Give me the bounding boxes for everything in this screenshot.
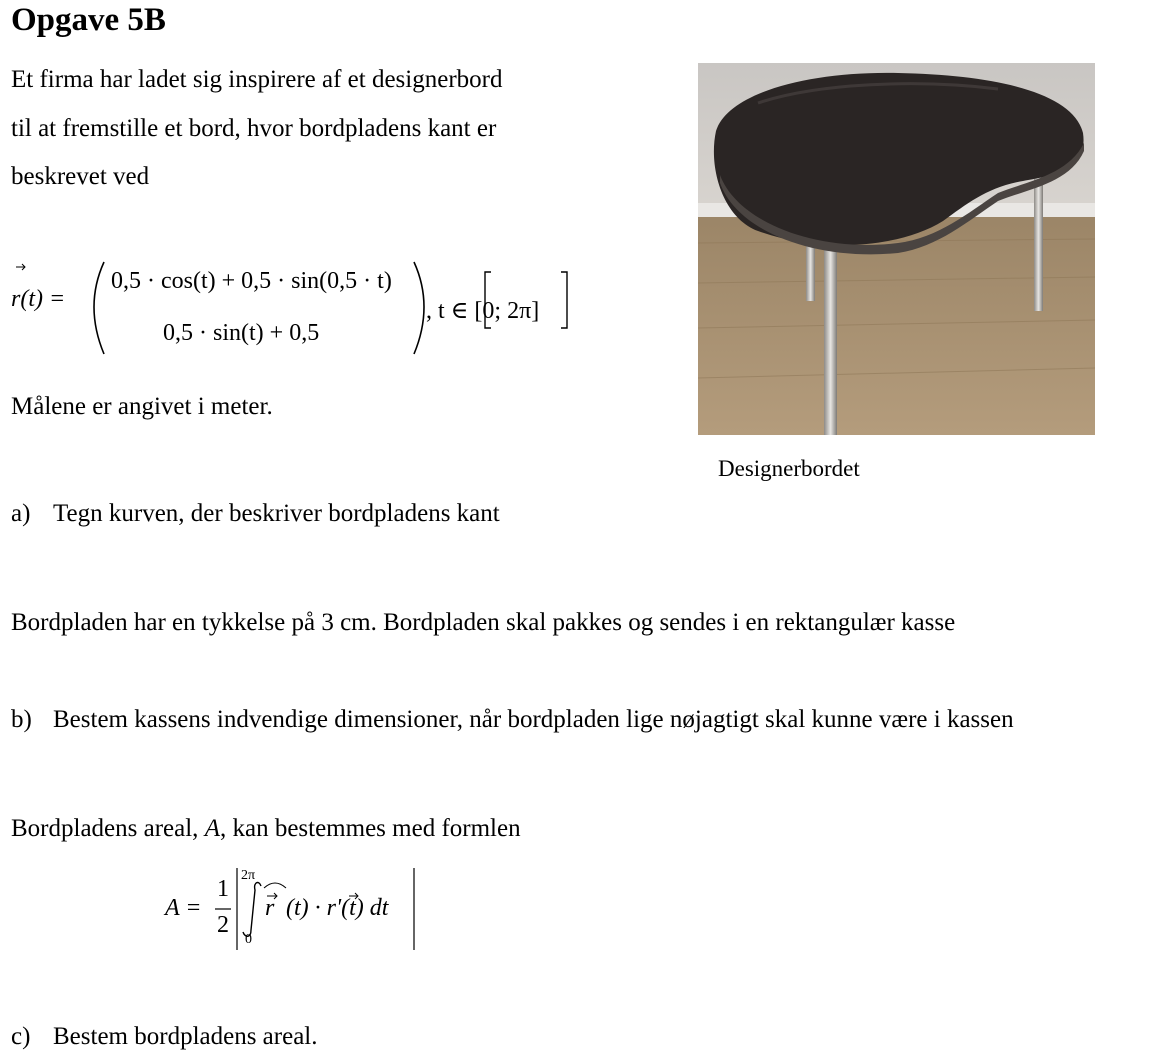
area-intro-before: Bordpladens areal,: [11, 815, 205, 842]
question-a: [11, 500, 500, 528]
area-r-hat: r: [265, 895, 275, 921]
intro-line-3: beskrevet ved: [11, 163, 150, 190]
area-intro-var: A: [204, 815, 220, 842]
vector-row-1: 0,5 · cos(t) + 0,5 · sin(0,5 · t): [111, 268, 392, 294]
area-intro: [11, 815, 521, 843]
photo-caption: Designerbordet: [718, 456, 860, 481]
vector-lhs: r(t) =: [11, 286, 66, 312]
designer-table-photo: [698, 63, 1095, 435]
area-integrand: (t) · r'(t) dt: [286, 895, 389, 921]
vector-formula: [11, 258, 571, 358]
area-upper-limit: 2π: [241, 868, 256, 883]
area-lhs: A =: [165, 895, 202, 921]
vector-domain: , t ∈ [0; 2π]: [426, 298, 540, 324]
question-a-text: Tegn kurven, der beskriver bordpladens kant: [53, 500, 500, 527]
question-b-text: Bestem kassens indvendige dimensioner, når bordpladen lige nøjagtigt skal kunne være i kassen: [53, 706, 1014, 733]
question-c: [11, 1023, 318, 1051]
vector-row-2: 0,5 · sin(t) + 0,5: [163, 320, 320, 346]
area-intro-after: , kan bestemmes med formlen: [219, 815, 521, 842]
thickness-text: Bordpladen har en tykkelse på 3 cm. Bordpladen skal pakkes og sendes i en rektangulær kasse: [11, 609, 956, 636]
question-a-label: a): [11, 500, 31, 527]
area-denominator: 2: [217, 912, 229, 938]
area-lower-limit: 0: [245, 932, 252, 947]
question-c-label: c): [11, 1023, 31, 1050]
intro-line-2: til at fremstille et bord, hvor bordpladens kant er: [11, 115, 497, 142]
question-b: [11, 706, 1014, 734]
question-c-text: Bestem bordpladens areal.: [53, 1023, 318, 1050]
area-formula: [165, 866, 425, 956]
intro-line-1: Et firma har ladet sig inspirere af et designerbord: [11, 66, 503, 93]
page-title: Opgave 5B: [11, 2, 166, 38]
question-b-label: b): [11, 706, 32, 733]
units-note: Målene er angivet i meter.: [11, 393, 273, 420]
area-numerator: 1: [217, 876, 229, 902]
